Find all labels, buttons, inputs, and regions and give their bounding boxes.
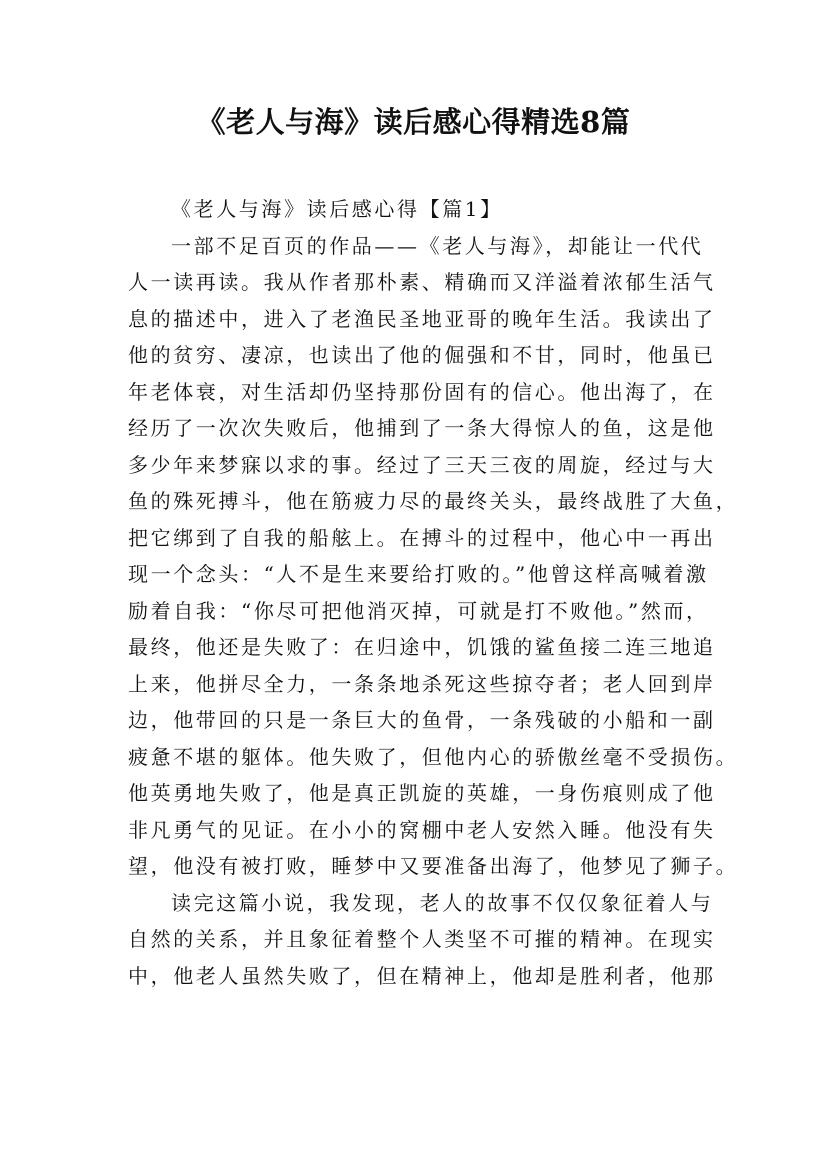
text-line: 他的贫穷、凄凉，也读出了他的倔强和不甘，同时，他虽已 (128, 343, 716, 367)
text-line: 望，他没有被打败，睡梦中又要准备出海了，他梦见了狮子。 (128, 854, 739, 878)
paragraph-2 (128, 885, 716, 995)
text-line: 上来，他拼尽全力，一条条地杀死这些掠夺者；老人回到岸 (128, 671, 716, 696)
text-line: 他英勇地失败了，他是真正凯旋的英雄，一身伤痕则成了他 (128, 781, 716, 805)
paragraph-1 (128, 228, 739, 885)
text-line: 年老体衰，对生活却仍坚持那份固有的信心。他出海了，在 (128, 379, 716, 404)
page-title: 《老人与海》读后感心得精选8篇 (196, 105, 631, 139)
text-line: 最终，他还是失败了：在归途中，饥饿的鲨鱼接二连三地追 (128, 635, 716, 659)
text-line: 鱼的殊死搏斗，他在筋疲力尽的最终关头，最终战胜了大鱼， (128, 489, 739, 513)
text-line: 把它绑到了自我的船舷上。在搏斗的过程中，他心中一再出 (128, 525, 716, 550)
text-line: 现一个念头：“人不是生来要给打败的。”他曾这样高喊着激 (128, 562, 709, 586)
text-line: 中，他老人虽然失败了，但在精神上，他却是胜利者，他那 (128, 963, 716, 988)
text-line: 读完这篇小说，我发现，老人的故事不仅仅象征着人与 (171, 890, 714, 915)
text-line: 人一读再读。我从作者那朴素、精确而又洋溢着浓郁生活气 (128, 270, 716, 294)
text-line: 一部不足百页的作品——《老人与海》，却能让一代代 (171, 233, 704, 258)
text-line: 息的描述中，进入了老渔民圣地亚哥的晚年生活。我读出了 (128, 306, 716, 331)
text-line: 边，他带回的只是一条巨大的鱼骨，一条残破的小船和一副 (128, 708, 716, 732)
article-body (128, 191, 739, 994)
section-heading: 《老人与海》读后感心得【篇1】 (171, 197, 503, 221)
text-line: 疲惫不堪的躯体。他失败了，但他内心的骄傲丝毫不受损伤。 (128, 744, 739, 769)
text-line: 多少年来梦寐以求的事。经过了三天三夜的周旋，经过与大 (128, 452, 716, 477)
text-line: 励着自我：“你尽可把他消灭掉，可就是打不败他。”然而， (128, 598, 709, 623)
text-line: 非凡勇气的见证。在小小的窝棚中老人安然入睡。他没有失 (128, 817, 716, 842)
text-line: 自然的关系，并且象征着整个人类坚不可摧的精神。在现实 (128, 927, 716, 951)
text-line: 经历了一次次失败后，他捕到了一条大得惊人的鱼，这是他 (128, 416, 716, 440)
